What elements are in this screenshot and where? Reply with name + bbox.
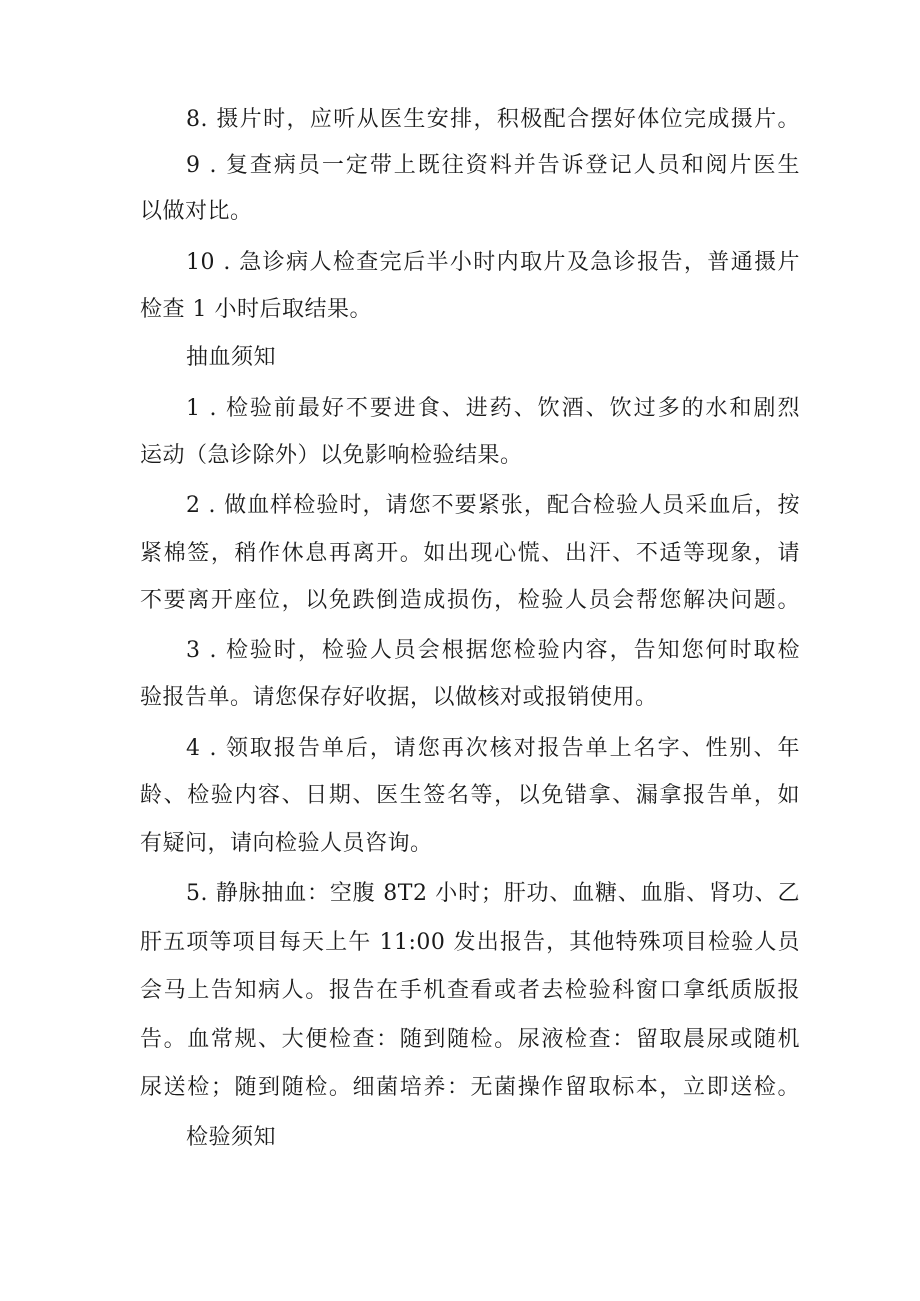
blood-item-5-line-4: 告。血常规、大便检查：随到随检。尿液检查：留取晨尿或随机	[140, 1027, 800, 1052]
blood-item-5-line-3: 会马上告知病人。报告在手机查看或者去检验科窗口拿纸质版报	[140, 978, 800, 1003]
section-heading-lab-test: 检验须知	[186, 1125, 277, 1150]
item-8-line-1: 8. 摄片时，应听从医生安排，积极配合摆好体位完成摄片。	[186, 107, 800, 132]
blood-item-4-line-1: 4 . 领取报告单后，请您再次核对报告单上名字、性别、年	[186, 736, 800, 761]
blood-item-4-line-2: 龄、检验内容、日期、医生签名等，以免错拿、漏拿报告单，如	[140, 783, 800, 808]
blood-item-5-line-2: 肝五项等项目每天上午 11:00 发出报告，其他特殊项目检验人员	[140, 930, 800, 955]
blood-item-5-line-1: 5. 静脉抽血：空腹 8T2 小时；肝功、血糖、血脂、肾功、乙	[186, 881, 800, 906]
blood-item-3-line-1: 3 . 检验时，检验人员会根据您检验内容，告知您何时取检	[186, 638, 800, 663]
blood-item-4-line-3: 有疑问，请向检验人员咨询。	[140, 831, 433, 856]
item-9-line-2: 以做对比。	[140, 199, 253, 224]
blood-item-1-line-2: 运动（急诊除外）以免影响检验结果。	[140, 443, 523, 468]
blood-item-2-line-1: 2 . 做血样检验时，请您不要紧张，配合检验人员采血后，按	[186, 493, 800, 518]
item-10-line-1: 10 . 急诊病人检查完后半小时内取片及急诊报告，普通摄片	[186, 250, 800, 275]
blood-item-2-line-2: 紧棉签，稍作休息再离开。如出现心慌、出汗、不适等现象，请	[140, 541, 800, 566]
blood-item-2-line-3: 不要离开座位，以免跌倒造成损伤，检验人员会帮您解决问题。	[140, 588, 800, 613]
item-9-line-1: 9 . 复查病员一定带上既往资料并告诉登记人员和阅片医生	[186, 153, 800, 178]
blood-item-5-line-5: 尿送检；随到随检。细菌培养：无菌操作留取标本，立即送检。	[140, 1075, 800, 1100]
item-10-line-2: 检查 1 小时后取结果。	[140, 297, 372, 322]
blood-item-1-line-1: 1 . 检验前最好不要进食、进药、饮酒、饮过多的水和剧烈	[186, 396, 800, 421]
blood-item-3-line-2: 验报告单。请您保存好收据，以做核对或报销使用。	[140, 685, 658, 710]
section-heading-blood-draw: 抽血须知	[186, 345, 277, 370]
